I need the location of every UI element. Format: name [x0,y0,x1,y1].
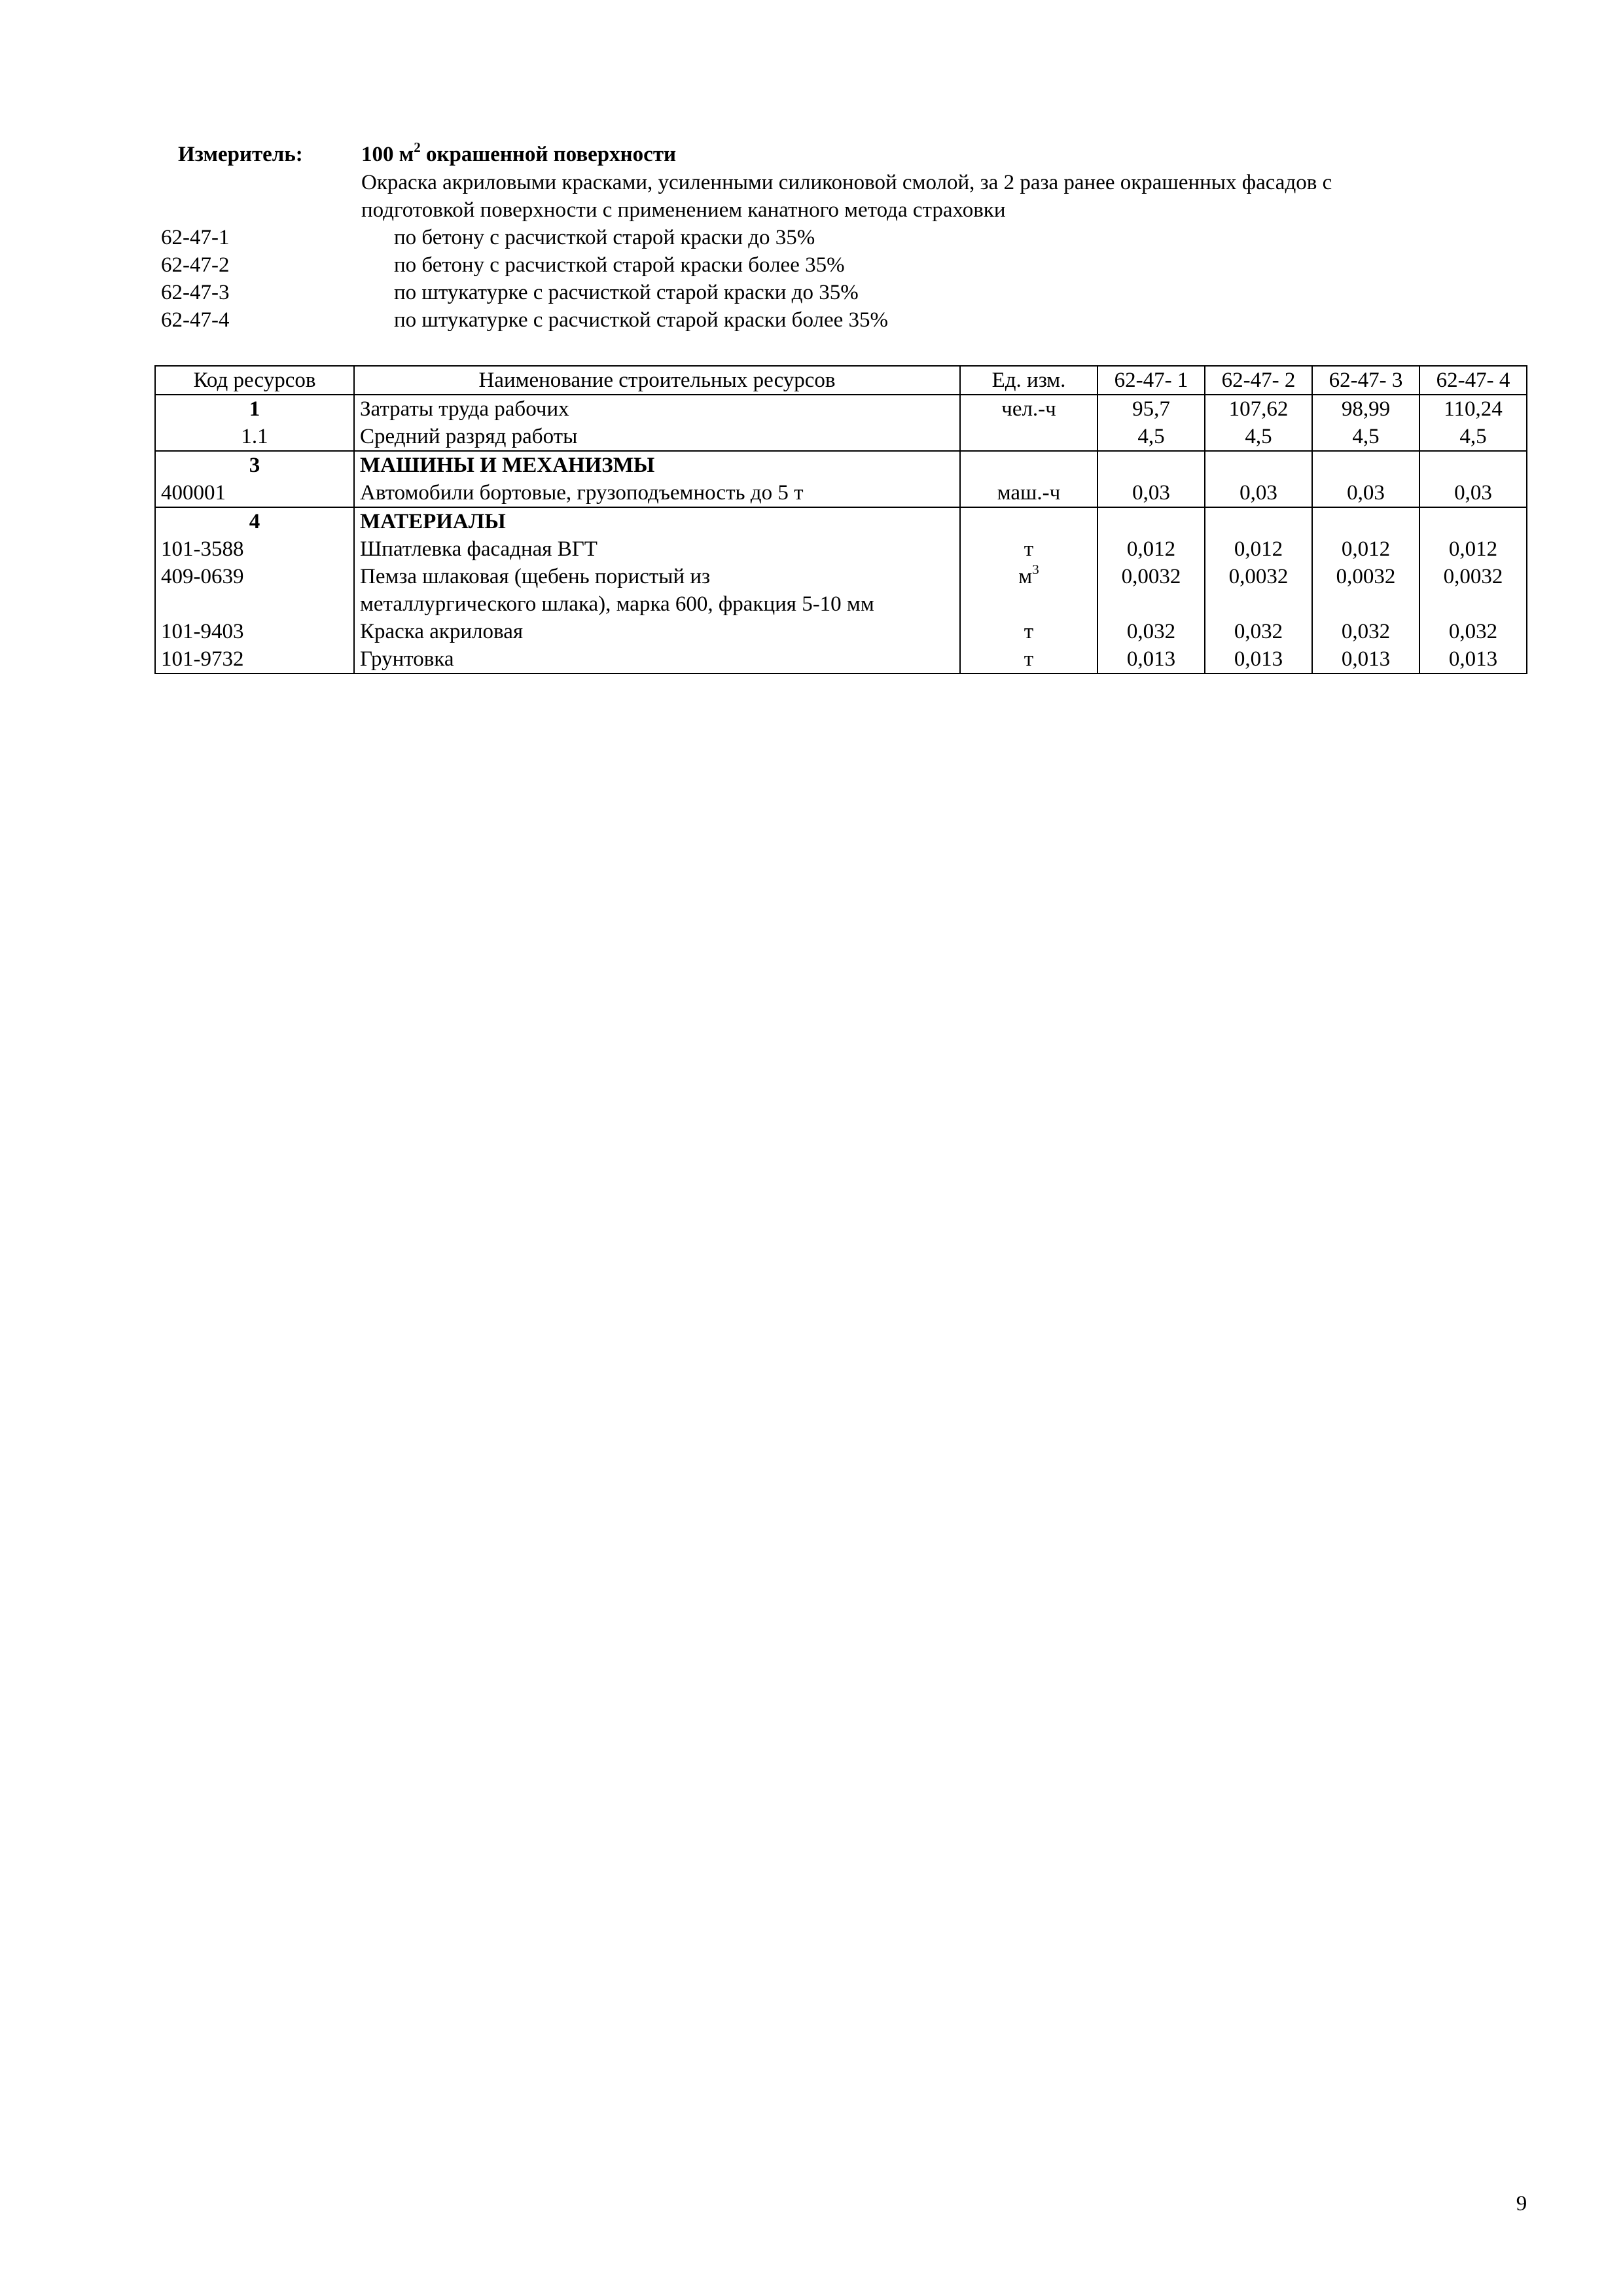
empty-cell [1419,451,1527,479]
measure-value-sup: 2 [414,139,421,155]
row-value: 0,032 [1312,618,1419,645]
group-name: МАШИНЫ И МЕХАНИЗМЫ [354,451,960,479]
row-value: 0,013 [1312,645,1419,673]
row-value: 107,62 [1205,395,1312,423]
empty-cell [1205,451,1312,479]
variant-text: по бетону с расчисткой старой краски более 35% [394,253,845,277]
row-value: 0,013 [1419,645,1527,673]
table-row-paint [155,618,1527,645]
row-code: 101-9732 [155,645,354,673]
row-unit: т [960,645,1097,673]
row-unit: т [960,535,1097,563]
row-value: 4,5 [1205,423,1312,451]
row-code: 1.1 [155,423,354,451]
header-col-4: 62-47- 4 [1419,366,1527,395]
row-value: 0,012 [1097,535,1205,563]
empty-cell [1312,451,1419,479]
table-row-primer [155,645,1527,673]
row-name [354,563,960,618]
row-name-line-2: металлургического шлака), марка 600, фракция 5-10 мм [360,592,874,616]
description-line-2: подготовкой поверхности с применением канатного метода страховки [361,198,1006,222]
row-value: 0,012 [1312,535,1419,563]
empty-cell [1419,507,1527,535]
header-unit: Ед. изм. [960,366,1097,395]
table-row-trucks [155,479,1527,507]
row-name: Грунтовка [354,645,960,673]
variant-text: по бетону с расчисткой старой краски до 35% [394,226,815,249]
empty-cell [960,507,1097,535]
table-row-pumice [155,563,1527,618]
row-value: 0,013 [1097,645,1205,673]
table-row-putty [155,535,1527,563]
variant-item [161,306,1404,334]
table-row-grade [155,423,1527,451]
variant-code: 62-47-4 [161,308,230,332]
row-code: 409-0639 [155,563,354,618]
row-name-line-1: Пемза шлаковая (щебень пористый из [360,565,711,588]
row-name: Затраты труда рабочих [354,395,960,423]
header-code: Код ресурсов [155,366,354,395]
work-description [361,169,1539,224]
empty-cell [1205,507,1312,535]
row-name: Средний разряд работы [354,423,960,451]
measure-value-suffix: окрашенной поверхности [420,143,677,166]
variant-code: 62-47-3 [161,281,230,304]
description-line-1: Окраска акриловыми красками, усиленными силиконовой смолой, за 2 раза ранее окрашенных фасадов с [361,171,1332,194]
row-unit: чел.-ч [960,395,1097,423]
row-value: 0,013 [1205,645,1312,673]
variant-list [161,224,1404,334]
row-value: 95,7 [1097,395,1205,423]
empty-cell [960,451,1097,479]
row-value: 98,99 [1312,395,1419,423]
variant-code: 62-47-2 [161,253,230,277]
measure-value [361,141,676,168]
variant-code: 62-47-1 [161,226,230,249]
unit-sup: 3 [1032,563,1039,577]
row-value: 4,5 [1312,423,1419,451]
row-code: 400001 [155,479,354,507]
table-row-labor [155,395,1527,423]
row-name: Автомобили бортовые, грузоподъемность до 5 т [354,479,960,507]
row-value: 0,03 [1097,479,1205,507]
row-value: 0,012 [1419,535,1527,563]
unit-base: м [1018,565,1033,588]
variant-text: по штукатурке с расчисткой старой краски более 35% [394,308,889,332]
row-name: Краска акриловая [354,618,960,645]
row-value: 0,032 [1097,618,1205,645]
row-code: 101-9403 [155,618,354,645]
row-unit [960,563,1097,618]
empty-cell [1097,507,1205,535]
header-col-1: 62-47- 1 [1097,366,1205,395]
row-unit: т [960,618,1097,645]
variant-item [161,224,1404,251]
row-value: 0,0032 [1205,563,1312,618]
row-value: 4,5 [1097,423,1205,451]
variant-item [161,251,1404,279]
group-name: МАТЕРИАЛЫ [354,507,960,535]
page-number: 9 [1516,2192,1527,2215]
row-code: 1 [155,395,354,423]
row-unit [960,423,1097,451]
row-unit: маш.-ч [960,479,1097,507]
row-value: 0,032 [1419,618,1527,645]
measure-value-prefix: 100 м [361,143,414,166]
row-value: 0,03 [1419,479,1527,507]
table-row-materials-group [155,507,1527,535]
row-name: Шпатлевка фасадная ВГТ [354,535,960,563]
empty-cell [1312,507,1419,535]
header-col-2: 62-47- 2 [1205,366,1312,395]
measure-label: Измеритель: [178,143,303,166]
table-row-machines-group [155,451,1527,479]
header-name: Наименование строительных ресурсов [354,366,960,395]
row-value: 110,24 [1419,395,1527,423]
row-value: 4,5 [1419,423,1527,451]
row-value: 0,03 [1205,479,1312,507]
group-code: 3 [155,451,354,479]
header-col-3: 62-47- 3 [1312,366,1419,395]
row-value: 0,0032 [1419,563,1527,618]
resources-table [154,365,1527,674]
table-header-row [155,366,1527,395]
group-code: 4 [155,507,354,535]
empty-cell [1097,451,1205,479]
row-value: 0,03 [1312,479,1419,507]
variant-item [161,279,1404,306]
row-value: 0,032 [1205,618,1312,645]
row-value: 0,0032 [1312,563,1419,618]
row-code: 101-3588 [155,535,354,563]
row-value: 0,012 [1205,535,1312,563]
row-value: 0,0032 [1097,563,1205,618]
variant-text: по штукатурке с расчисткой старой краски до 35% [394,281,859,304]
